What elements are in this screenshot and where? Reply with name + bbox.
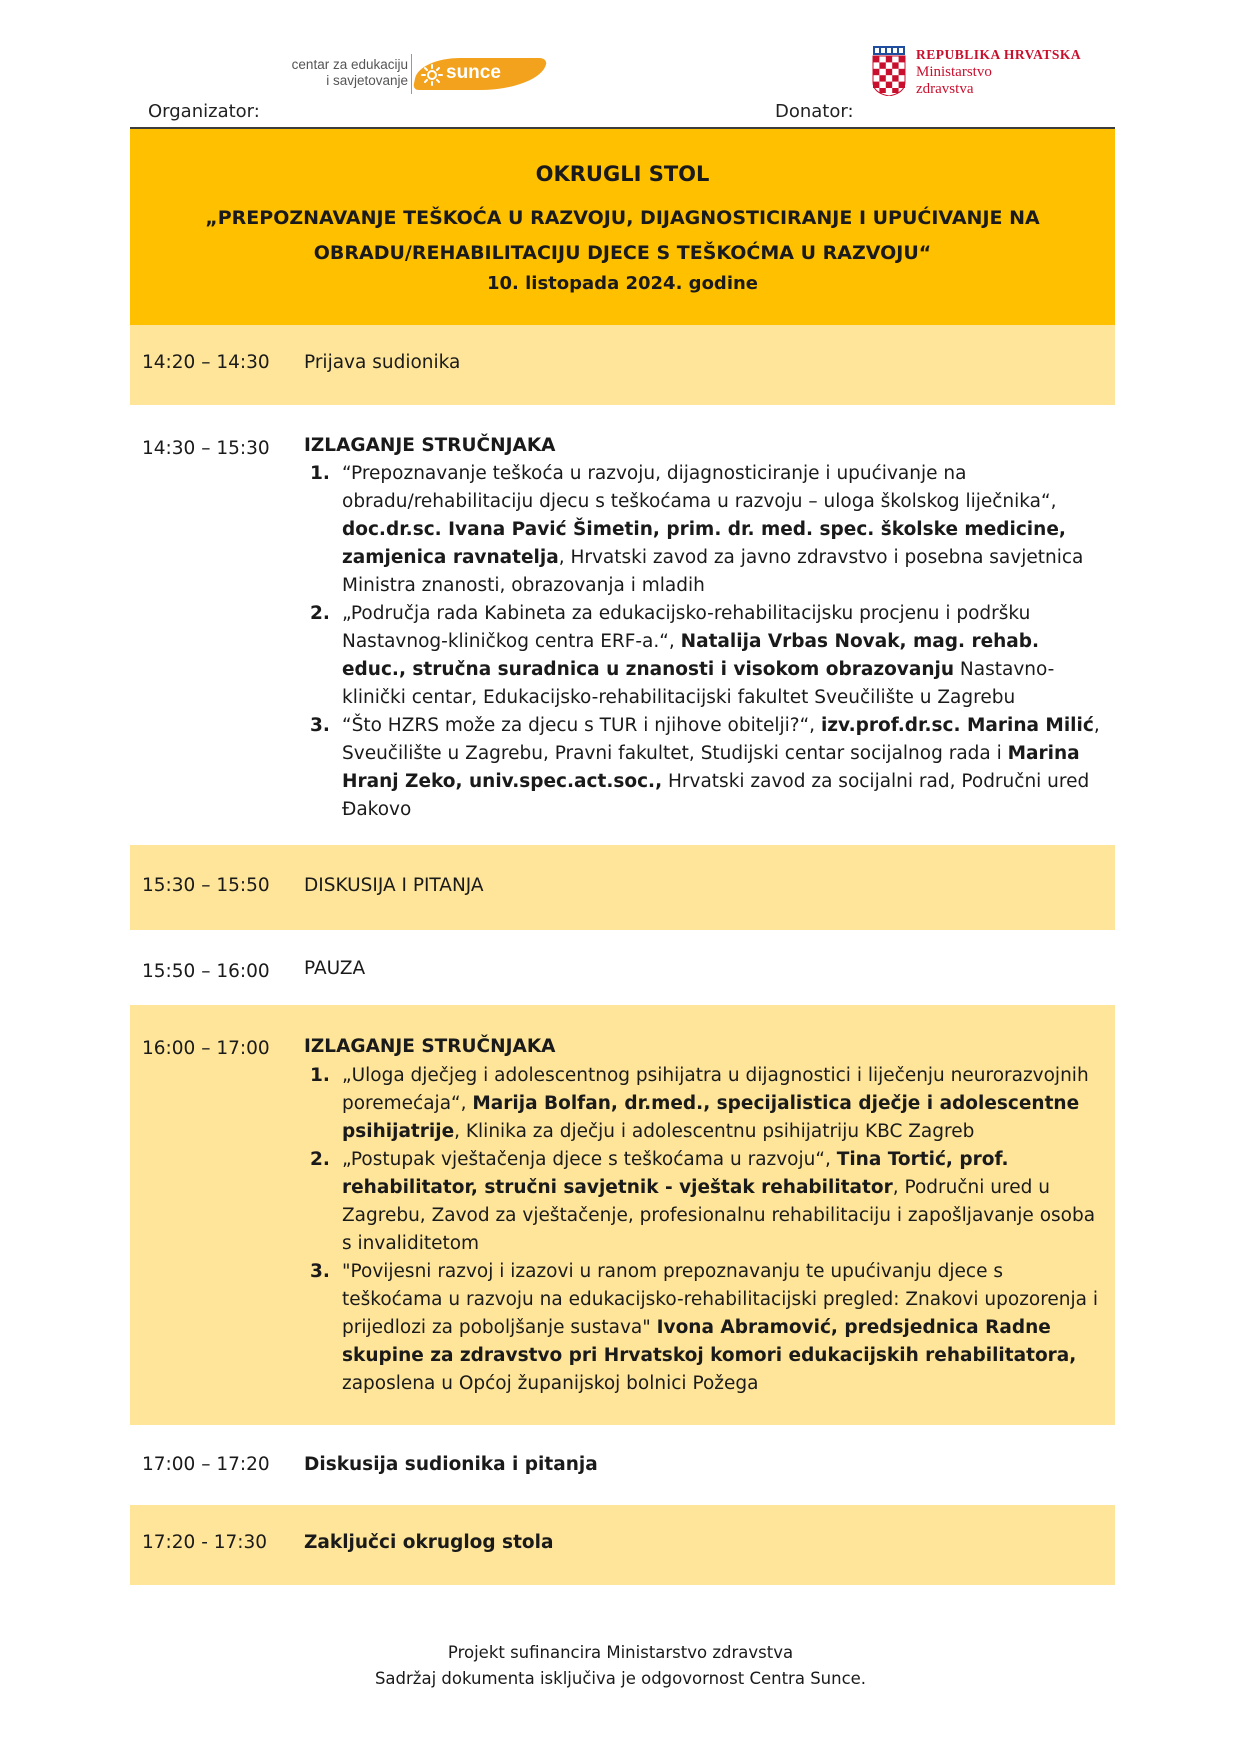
schedule-row — [130, 1425, 1115, 1505]
footer-line2: Sadržaj dokumenta isključiva je odgovornost Centra Sunce. — [374, 1669, 867, 1688]
talk-number: 3. — [310, 1261, 330, 1282]
talk-speaker: Tina Tortić, prof. rehabilitator, stručni savjetnik - vještak rehabilitator — [342, 1149, 1009, 1198]
row-title: DISKUSIJA I PITANJA — [304, 875, 484, 896]
row-time: 14:30 – 15:30 — [142, 438, 270, 459]
row-title: IZLAGANJE STRUČNJAKA — [304, 435, 556, 456]
organizer-logo-brand: sunce — [446, 62, 501, 83]
talk-text: Hrvatski zavod za socijalni rad, Područni ured Đakovo — [342, 771, 1090, 820]
sun-icon — [421, 64, 443, 86]
talk-speaker: Natalija Vrbas Novak, mag. rehab. educ., stručna suradnica u znanosti i visokom obrazovanju — [342, 631, 1040, 680]
row-title: Zaključci okruglog stola — [304, 1532, 554, 1553]
event-title — [130, 201, 1115, 271]
talk-speaker: Marina Hranj Zeko, univ.spec.act.soc., — [342, 743, 1080, 792]
row-time: 17:20 - 17:30 — [142, 1532, 268, 1553]
organizer-logo-text — [268, 57, 408, 89]
row-title: Diskusija sudionika i pitanja — [304, 1454, 598, 1475]
talk-text: , Područni ured u Zagrebu, Zavod za vještačenje, profesionalnu rehabilitaciju i zapošljavanje osoba s invaliditetom — [342, 1177, 1096, 1254]
talk-number: 1. — [310, 463, 330, 484]
row-time: 15:50 – 16:00 — [142, 961, 270, 982]
schedule-row — [130, 1005, 1115, 1425]
talk-item — [304, 712, 1105, 824]
talk-speaker: Ivona Abramović, predsjednica Radne skupine za zdravstvo pri Hrvatskoj komori edukacijskih rehabilitatora, — [342, 1317, 1077, 1366]
talk-list — [304, 460, 1105, 824]
row-time: 17:00 – 17:20 — [142, 1454, 270, 1475]
schedule-row — [130, 845, 1115, 930]
talk-speaker: doc.dr.sc. Ivana Pavić Šimetin, prim. dr. med. spec. školske medicine, zamjenica ravnatelja — [342, 519, 1066, 568]
talk-text: Nastavno-klinički centar, Edukacijsko-rehabilitacijski fakultet Sveučilište u Zagrebu — [342, 659, 1055, 708]
talk-item — [304, 600, 1105, 712]
talk-speaker: izv.prof.dr.sc. Marina Milić — [820, 715, 1094, 736]
footer-line1: Projekt sufinancira Ministarstvo zdravstva — [447, 1643, 794, 1662]
row-time: 15:30 – 15:50 — [142, 875, 270, 896]
donor-logo-line2: Ministarstvo — [916, 64, 992, 80]
talk-text: "Povijesni razvoj i izazovi u ranom prepoznavanju te upućivanju djece s teškoćama u razvoju na edukacijsko-rehabilitacijski pregled: Znakovi upozorenja i prijedlozi za poboljšanje sustava" — [342, 1261, 1099, 1338]
talk-text: „Uloga dječjeg i adolescentnog psihijatra u dijagnostici i liječenju neurorazvojnih poremećaja“, — [342, 1065, 1089, 1114]
event-type: OKRUGLI STOL — [535, 162, 710, 186]
talk-text: „Postupak vještačenja djece s teškoćama u razvoju“, — [342, 1149, 837, 1170]
talk-item — [304, 1062, 1105, 1146]
talk-item — [304, 460, 1105, 600]
row-time: 16:00 – 17:00 — [142, 1038, 270, 1059]
organizer-logo-line1: centar za edukaciju — [291, 57, 408, 72]
talk-item — [304, 1146, 1105, 1258]
donor-logo-line3: zdravstva — [916, 81, 974, 97]
talk-text: , Hrvatski zavod za javno zdravstvo i posebna savjetnica Ministra znanosti, obrazovanja i mladih — [342, 547, 1084, 596]
talk-text: “Prepoznavanje teškoća u razvoju, dijagnosticiranje i upućivanje na obradu/rehabilitaciju djecu s teškoćama u razvoju – uloga školskog liječnika“, — [342, 463, 1057, 512]
donor-logo-line1: REPUBLIKA HRVATSKA — [916, 47, 1082, 62]
talk-number: 2. — [310, 1149, 330, 1170]
talk-number: 1. — [310, 1065, 330, 1086]
talk-speaker: Marija Bolfan, dr.med., specijalistica dječje i adolescentne psihijatrije — [342, 1093, 1080, 1142]
schedule-row — [130, 325, 1115, 405]
talk-text: , Sveučilište u Zagrebu, Pravni fakultet, Studijski centar socijalnog rada i — [342, 715, 1100, 764]
row-title: PAUZA — [304, 958, 366, 979]
talk-text: zaposlena u Općoj županijskoj bolnici Požega — [342, 1373, 759, 1394]
donor-logo-text — [916, 46, 1081, 98]
talk-list — [304, 1062, 1105, 1398]
talk-number: 3. — [310, 715, 330, 736]
event-header — [130, 127, 1115, 325]
donor-label: Donator: — [775, 101, 854, 122]
footer — [0, 1640, 1241, 1692]
talk-text: “Što HZRS može za djecu s TUR i njihove obitelji?“, — [342, 715, 821, 736]
organizer-logo-divider — [411, 54, 412, 94]
event-date: 10. listopada 2024. godine — [486, 273, 759, 294]
event-title-line2: OBRADU/REHABILITACIJU DJECE S TEŠKOĆMA U RAZVOJU“ — [313, 242, 932, 264]
schedule-row — [130, 1505, 1115, 1585]
schedule-row — [130, 930, 1115, 1005]
organizer-label: Organizator: — [148, 101, 260, 122]
talk-number: 2. — [310, 603, 330, 624]
talk-text: „Područja rada Kabineta za edukacijsko-rehabilitacijsku procjenu i podršku Nastavnog-kliničkog centra ERF-a.“, — [342, 603, 1031, 652]
organizer-logo-line2: i savjetovanje — [326, 73, 408, 88]
schedule-row — [130, 405, 1115, 845]
row-time: 14:20 – 14:30 — [142, 352, 270, 373]
row-title: IZLAGANJE STRUČNJAKA — [304, 1036, 556, 1057]
talk-item — [304, 1258, 1105, 1398]
row-title: Prijava sudionika — [304, 352, 461, 373]
event-title-line1: „PREPOZNAVANJE TEŠKOĆA U RAZVOJU, DIJAGNOSTICIRANJE I UPUĆIVANJE NA — [205, 207, 1040, 229]
talk-text: , Klinika za dječju i adolescentnu psihijatriju KBC Zagreb — [454, 1121, 975, 1142]
croatian-coat-of-arms-icon — [872, 46, 906, 96]
